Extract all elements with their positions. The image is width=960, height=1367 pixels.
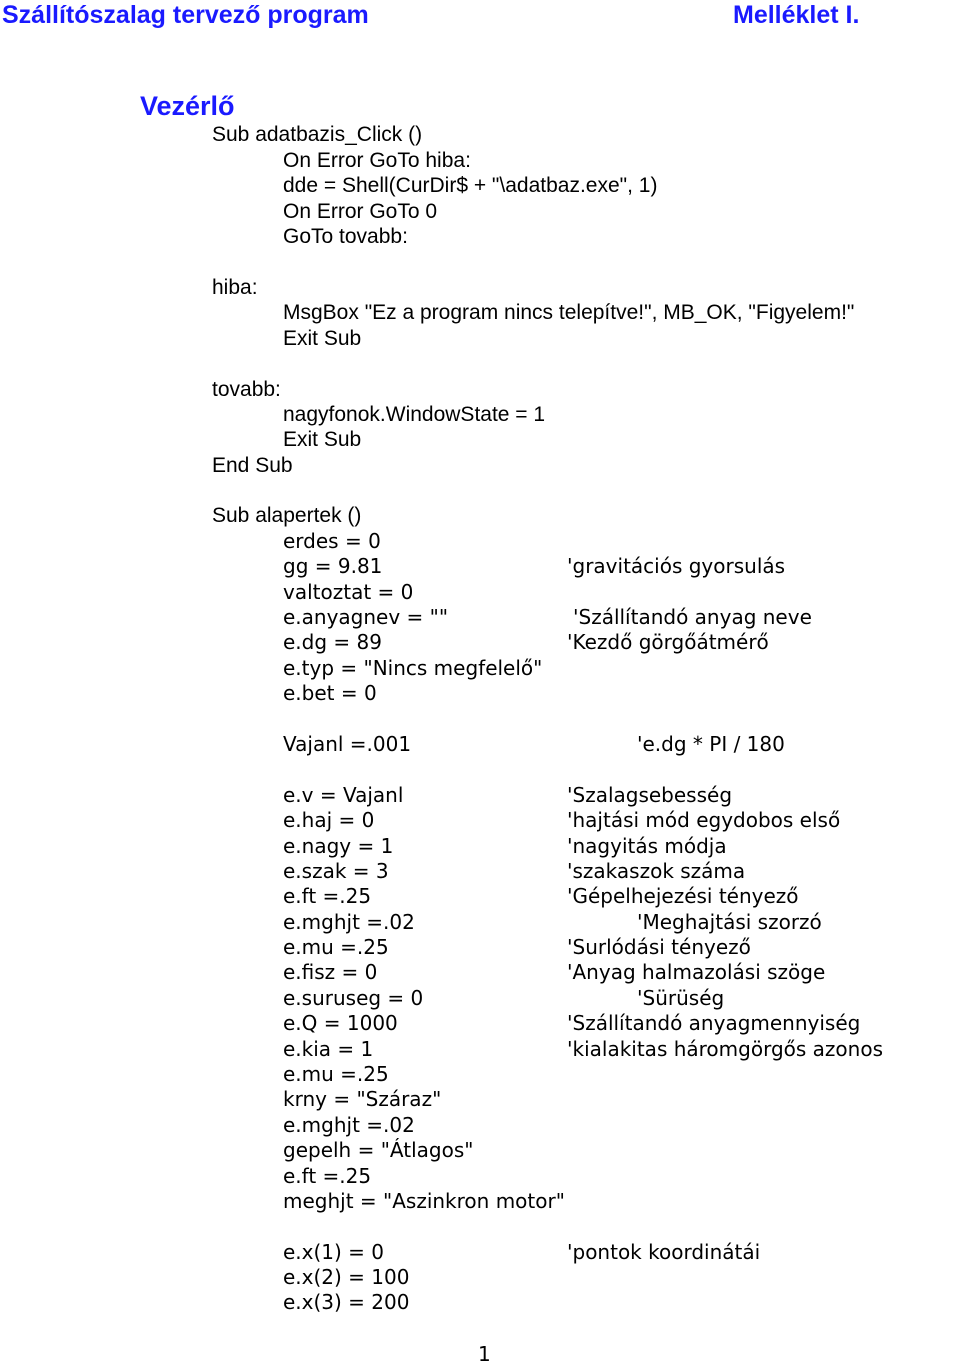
code-comment: 'Szállítandó anyag neve bbox=[573, 605, 812, 629]
code-line: e.x(3) = 200 bbox=[283, 1290, 410, 1314]
code-line: tovabb: bbox=[212, 378, 281, 401]
section-title: Vezérlő bbox=[140, 91, 235, 121]
appendix-label: Melléklet I. bbox=[733, 1, 860, 29]
code-comment: 'pontok koordinátái bbox=[567, 1240, 761, 1264]
code-line: e.ft =.25 bbox=[283, 1164, 372, 1188]
code-line: gg = 9.81 bbox=[283, 554, 383, 578]
code-line: e.Q = 1000 bbox=[283, 1011, 398, 1035]
code-comment: 'Sürüség bbox=[637, 986, 725, 1010]
code-comment: 'Gépelhejezési tényező bbox=[567, 884, 799, 908]
code-line: gepelh = "Átlagos" bbox=[283, 1138, 474, 1162]
document-title: Szállítószalag tervező program bbox=[2, 1, 369, 29]
code-line: meghjt = "Aszinkron motor" bbox=[283, 1189, 565, 1213]
code-line: Sub alapertek () bbox=[212, 504, 362, 527]
code-line: e.anyagnev = "" bbox=[283, 605, 449, 629]
code-line: e.kia = 1 bbox=[283, 1037, 374, 1061]
code-line: e.mu =.25 bbox=[283, 935, 389, 959]
code-line: MsgBox "Ez a program nincs telepítve!", MB_OK, "Figyelem!" bbox=[283, 301, 855, 324]
code-line: e.mghjt =.02 bbox=[283, 1113, 415, 1137]
code-comment: 'Surlódási tényező bbox=[567, 935, 751, 959]
code-line: Exit Sub bbox=[283, 428, 362, 451]
code-comment: 'nagyitás módja bbox=[567, 834, 727, 858]
code-comment: 'Anyag halmazolási szöge bbox=[567, 960, 826, 984]
code-comment: 'hajtási mód egydobos első bbox=[567, 808, 841, 832]
code-line: valtoztat = 0 bbox=[283, 580, 414, 604]
code-line: Exit Sub bbox=[283, 327, 362, 350]
code-line: e.dg = 89 bbox=[283, 630, 382, 654]
code-line: Vajanl =.001 bbox=[283, 732, 412, 756]
code-line: e.nagy = 1 bbox=[283, 834, 394, 858]
code-line: e.x(2) = 100 bbox=[283, 1265, 410, 1289]
code-line: GoTo tovabb: bbox=[283, 225, 408, 248]
code-comment: 'gravitációs gyorsulás bbox=[567, 554, 786, 578]
code-line: krny = "Száraz" bbox=[283, 1087, 442, 1111]
code-comment: 'kialakitas háromgörgős azonos bbox=[567, 1037, 883, 1061]
code-comment: 'szakaszok száma bbox=[567, 859, 746, 883]
code-comment: 'Meghajtási szorzó bbox=[637, 910, 822, 934]
code-line: e.suruseg = 0 bbox=[283, 986, 424, 1010]
code-line: e.typ = "Nincs megfelelő" bbox=[283, 656, 543, 680]
code-line: On Error GoTo 0 bbox=[283, 200, 438, 223]
code-line: e.mu =.25 bbox=[283, 1062, 389, 1086]
code-line: e.haj = 0 bbox=[283, 808, 375, 832]
code-comment: 'Kezdő görgőátmérő bbox=[567, 630, 769, 654]
code-line: e.bet = 0 bbox=[283, 681, 377, 705]
page-number: 1 bbox=[478, 1342, 491, 1366]
code-comment: 'e.dg * PI / 180 bbox=[637, 732, 785, 756]
code-line: e.mghjt =.02 bbox=[283, 910, 415, 934]
code-line: nagyfonok.WindowState = 1 bbox=[283, 403, 546, 426]
code-comment: 'Szalagsebesség bbox=[567, 783, 733, 807]
code-line: erdes = 0 bbox=[283, 529, 381, 553]
code-line: End Sub bbox=[212, 454, 293, 477]
code-comment: 'Szállítandó anyagmennyiség bbox=[567, 1011, 861, 1035]
code-line: e.fisz = 0 bbox=[283, 960, 378, 984]
code-line: e.v = Vajanl bbox=[283, 783, 404, 807]
code-line: e.ft =.25 bbox=[283, 884, 372, 908]
code-line: On Error GoTo hiba: bbox=[283, 149, 471, 172]
code-line: Sub adatbazis_Click () bbox=[212, 123, 423, 146]
code-line: hiba: bbox=[212, 276, 258, 299]
code-line: dde = Shell(CurDir$ + "\adatbaz.exe", 1) bbox=[283, 174, 658, 197]
code-line: e.szak = 3 bbox=[283, 859, 389, 883]
code-line: e.x(1) = 0 bbox=[283, 1240, 385, 1264]
